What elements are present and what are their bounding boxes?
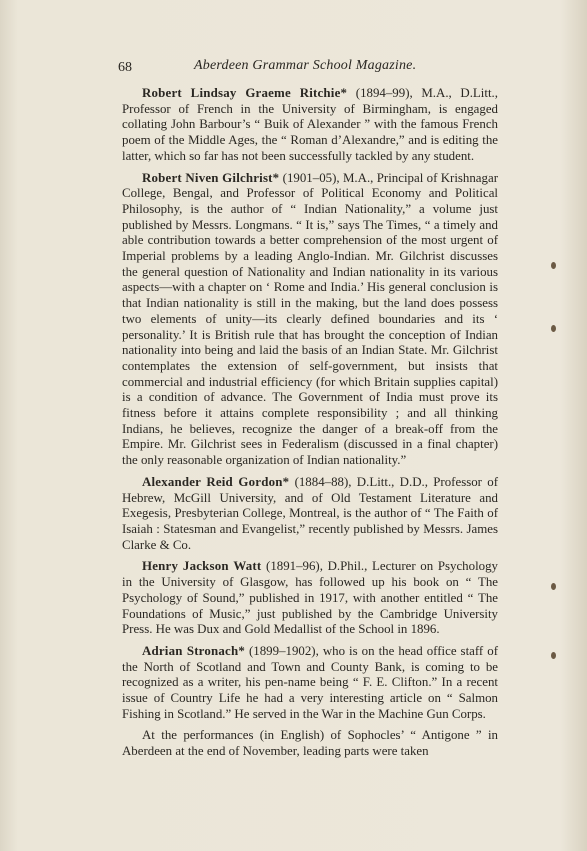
paragraph-antigone [122,728,498,759]
binding-hole-mark [551,325,556,332]
paragraph-watt [122,559,498,638]
paragraph-ritchie [122,86,498,165]
person-name: Robert Lindsay Graeme Ritchie* [142,86,348,100]
person-name: Robert Niven Gilchrist* [142,170,280,185]
binding-hole-mark [551,262,556,269]
paragraph-gilchrist [122,171,498,469]
paragraph-stronach [122,644,498,723]
binding-hole-mark [551,583,556,590]
paragraph-text: At the performances (in English) of Sophocles’ “ Antigone ” in Aberdeen at the end of November, leading parts were taken [122,728,498,759]
paragraph-gordon [122,475,498,554]
person-name: Alexander Reid Gordon* [142,474,290,489]
paragraph-text: (1891–96), D.Phil., Lecturer on Psychology in the University of Glasgow, has followed up his book on “ The Psychology of Sound,” published in 1917, with another entitled “ The Foundations of Music,” just published by the Cambridge University Press. He was Dux and Gold Medallist of the School in 1896. [122,559,498,637]
page-number: 68 [118,60,132,75]
paragraph-text: (1901–05), M.A., Principal of Krishnagar College, Bengal, and Professor of Political Economy and Political Philosophy, is the author of “ Indian Nationality,” a volume just published by Messrs. Longmans. “ It is,” says The Times, “ a timely and able contribution towards a better comprehension of the most urgent of Imperial problems by a leading Anglo-Indian. Mr. Gilchrist discusses the general question of Nationality and Indian nationality in its various aspects—with a chapter on ‘ Rome and India.’ His general conclusion is that Indian nationality is still in the making, but the land does possess two elements of unity—its clearly defined boundaries and its ‘ personality.’ It is British rule that has brought the conception of Indian nationality into being and laid the basis of an Indian State. Mr. Gilchrist contemplates the extension of self-government, but insists that commercial and industrial efficiency (for which Britain supplies capital) is a condition of advance. The Government of India must prove its fitness before it attains complete responsibility ; and all thinking Indians, he believes, recognize the danger of a break-off from the Empire. Mr. Gilchrist sees in Federalism (discussed in a final chapter) the only reasonable organization of Indian nationality.” [122,170,498,468]
paragraph-text: (1899–1902), who is on the head office staff of the North of Scotland and Town and County Bank, is coming to be recognized as a writer, his pen-name being “ F. E. Clifton.” In a recent issue of Country Life he had a very interesting article on “ Salmon Fishing in Scotland.” He served in the War in the Machine Gun Corps. [122,643,498,721]
person-name: Adrian Stronach* [142,643,245,658]
running-title: Aberdeen Grammar School Magazine. [194,58,417,73]
person-name: Henry Jackson Watt [142,559,262,574]
paragraph-text: (1894–99), M.A., D.Litt., Professor of French in the University of Birmingham, is engaged collating John Barbour’s “ Buik of Alexander ” with the famous French poem of the Middle Ages, the “ Roman d’Alexandre,” and is editing the latter, which so far has not been successfully tackled by any student. [122,86,498,163]
paragraph-text: (1884–88), D.Litt., D.D., Professor of Hebrew, McGill University, and of Old Testament Literature and Exegesis, Presbyterian College, Montreal, is the author of “ The Faith of Isaiah : Statesman and Evangelist,” recently published by Messrs. James Clarke & Co. [122,474,498,552]
page-header [118,58,498,78]
binding-hole-mark [551,652,556,659]
article-body [122,86,498,766]
